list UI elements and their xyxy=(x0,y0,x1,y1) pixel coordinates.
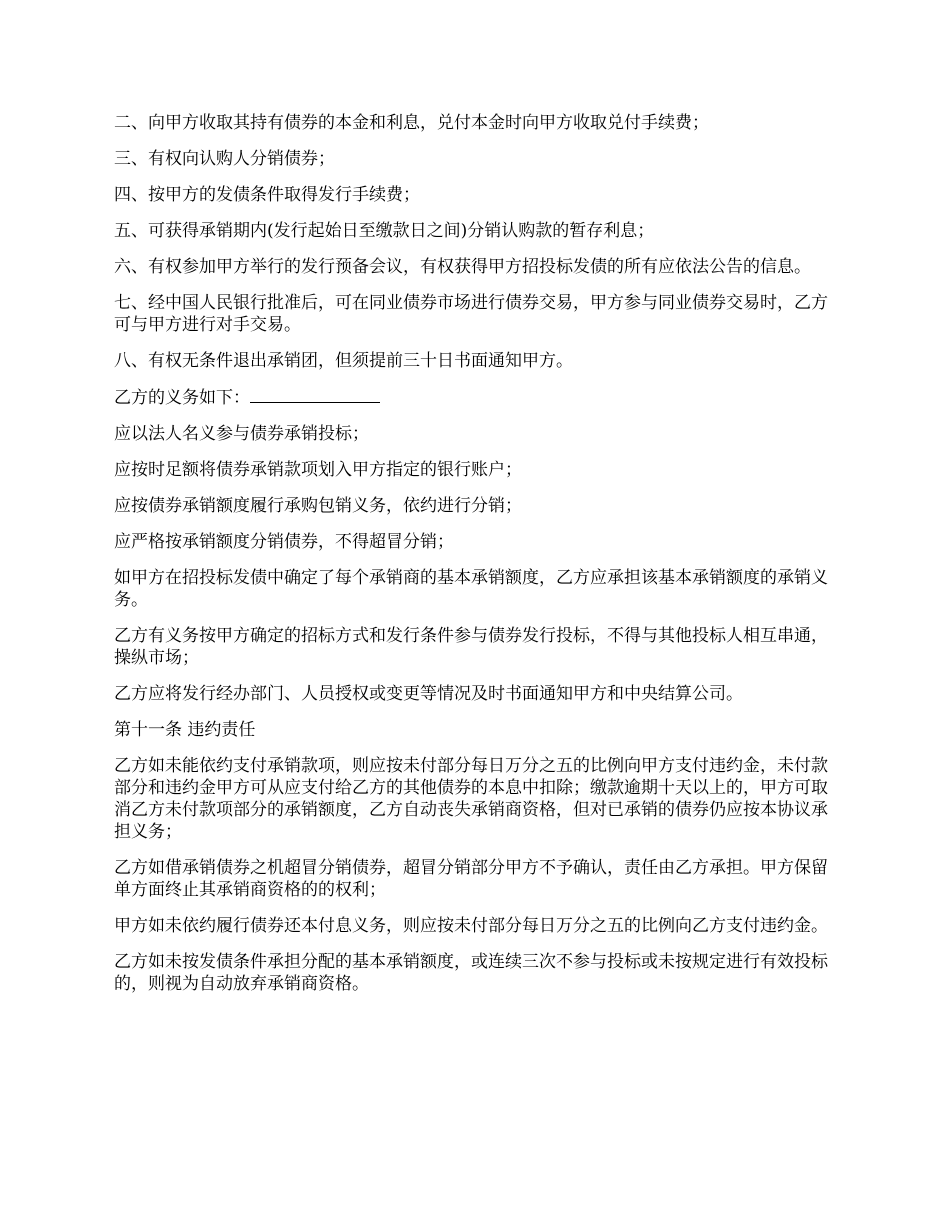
paragraph-rights-5: 五、可获得承销期内(发行起始日至缴款日之间)分销认购款的暂存利息； xyxy=(114,221,655,241)
obligation-item: 应以法人名义参与债券承销投标； xyxy=(114,424,369,444)
document-body xyxy=(114,112,844,1009)
paragraph-rights-4: 四、按甲方的发债条件取得发行手续费； xyxy=(114,185,420,205)
paragraph-rights-7: 七、经中国人民银行批准后，可在同业债券市场进行债券交易，甲方参与同业债券交易时，乙方可与甲方进行对手交易。 xyxy=(114,293,828,335)
obligation-item: 应严格按承销额度分销债券，不得超冒分销； xyxy=(114,532,454,552)
obligations-heading: 乙方的义务如下： xyxy=(114,388,250,408)
liability-item: 甲方如未依约履行债券还本付息义务，则应按未付部分每日万分之五的比例向乙方支付违约金。 xyxy=(114,916,828,936)
obligation-item: 应按债券承销额度履行承购包销义务，依约进行分销； xyxy=(114,496,522,516)
liability-item: 乙方如未按发债条件承担分配的基本承销额度，或连续三次不参与投标或未按规定进行有效投标的，则视为自动放弃承销商资格。 xyxy=(114,952,828,994)
fill-in-blank xyxy=(250,386,380,403)
liability-item: 乙方如借承销债券之机超冒分销债券，超冒分销部分甲方不予确认，责任由乙方承担。甲方保留单方面终止其承销商资格的的权利； xyxy=(114,858,828,900)
paragraph-rights-6: 六、有权参加甲方举行的发行预备会议，有权获得甲方招投标发债的所有应依法公告的信息。 xyxy=(114,257,811,277)
paragraph-rights-8: 八、有权无条件退出承销团，但须提前三十日书面通知甲方。 xyxy=(114,351,573,371)
obligation-item: 乙方有义务按甲方确定的招标方式和发行条件参与债券发行投标，不得与其他投标人相互串通，操纵市场； xyxy=(114,626,828,668)
obligation-item: 乙方应将发行经办部门、人员授权或变更等情况及时书面通知甲方和中央结算公司。 xyxy=(114,684,743,704)
obligation-item: 如甲方在招投标发债中确定了每个承销商的基本承销额度，乙方应承担该基本承销额度的承销义务。 xyxy=(114,568,828,610)
paragraph-rights-3: 三、有权向认购人分销债券； xyxy=(114,149,335,169)
article-heading: 第十一条 违约责任 xyxy=(114,720,256,740)
liability-item: 乙方如未能依约支付承销款项，则应按未付部分每日万分之五的比例向甲方支付违约金，未付款部分和违约金甲方可从应支付给乙方的其他债券的本息中扣除；缴款逾期十天以上的，甲方可取消乙方未付款项部分的承销额度，乙方自动丧失承销商资格，但对已承销的债券仍应按本协议承担义务； xyxy=(114,756,828,842)
obligations-heading-line xyxy=(114,386,844,409)
paragraph-rights-2: 二、向甲方收取其持有债券的本金和利息，兑付本金时向甲方收取兑付手续费； xyxy=(114,113,709,133)
obligation-item: 应按时足额将债券承销款项划入甲方指定的银行账户； xyxy=(114,460,522,480)
